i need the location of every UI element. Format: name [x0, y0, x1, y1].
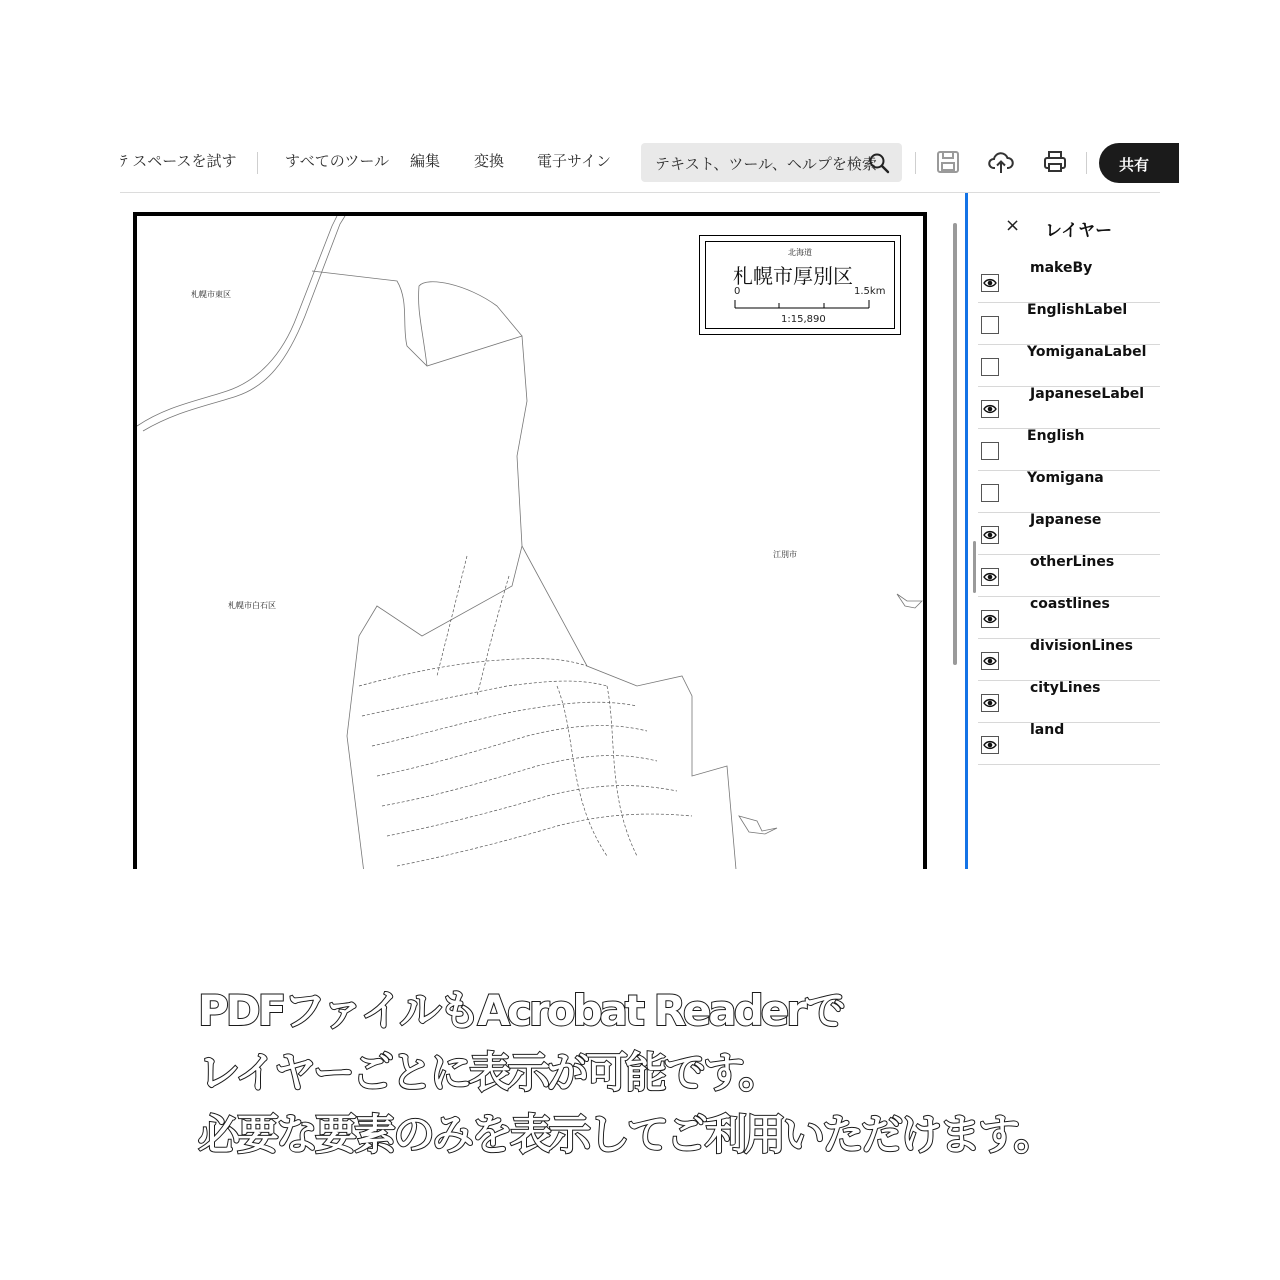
map-title-inner [705, 241, 895, 329]
scrollbar-thumb[interactable] [953, 223, 957, 665]
convert-menu[interactable]: 変換 [474, 152, 505, 170]
search-icon[interactable] [868, 152, 890, 174]
search-placeholder: テキスト、ツール、ヘルプを検索 [655, 155, 877, 173]
layer-row[interactable] [978, 722, 1160, 765]
print-icon[interactable] [1042, 149, 1068, 175]
layer-panel [968, 193, 1160, 869]
eye-icon[interactable] [981, 652, 999, 670]
panel-scrollbar[interactable] [973, 541, 976, 593]
scale-end: 1.5km [854, 286, 886, 297]
save-icon[interactable] [935, 149, 961, 175]
layer-visibility-checkbox[interactable] [981, 442, 999, 460]
map-label-ebetsu: 江別市 [773, 550, 797, 559]
layer-row[interactable] [978, 302, 1160, 345]
layer-name: EnglishLabel [1027, 302, 1128, 318]
caption-line: レイヤーごとに表示が可能です。 [198, 1048, 778, 1097]
layer-row[interactable] [978, 344, 1160, 387]
cloud-upload-icon[interactable] [988, 149, 1014, 175]
caption-line: 必要な要素のみを表示してご利用いただけます。 [198, 1110, 1053, 1159]
close-icon[interactable]: × [1005, 215, 1021, 236]
try-space-link[interactable]: ﾃ スペースを試す [120, 152, 237, 170]
layer-name: makeBy [1030, 260, 1093, 276]
layer-name: cityLines [1030, 680, 1101, 696]
scale-start: 0 [734, 286, 741, 297]
caption [198, 980, 1053, 1166]
esign-menu[interactable]: 電子サイン [537, 152, 611, 170]
layer-visibility-checkbox[interactable] [981, 358, 999, 376]
map-title-prefecture: 北海道 [788, 248, 812, 257]
layer-row[interactable] [978, 428, 1160, 471]
layer-row[interactable] [978, 470, 1160, 513]
layer-name: divisionLines [1030, 638, 1133, 654]
layer-panel-title: レイヤー [1045, 221, 1113, 241]
scale-bar [734, 298, 870, 310]
layer-name: Japanese [1030, 512, 1102, 528]
document-scrollbar[interactable] [945, 193, 965, 869]
scale-ratio: 1:15,890 [781, 314, 826, 325]
map-page [133, 212, 927, 869]
layer-row[interactable] [978, 554, 1160, 597]
layer-name: English [1027, 428, 1085, 444]
caption-line: PDFファイルもAcrobat Readerで [198, 986, 844, 1035]
layer-name: Yomigana [1027, 470, 1104, 486]
share-button[interactable] [1099, 143, 1179, 183]
toolbar-divider [915, 152, 916, 174]
eye-icon[interactable] [981, 526, 999, 544]
toolbar [120, 138, 1160, 193]
layer-row[interactable] [978, 512, 1160, 555]
toolbar-divider [1086, 152, 1087, 174]
layer-row[interactable] [978, 638, 1160, 681]
layer-visibility-checkbox[interactable] [981, 484, 999, 502]
edit-menu[interactable]: 編集 [410, 152, 441, 170]
document-view[interactable] [120, 193, 966, 869]
toolbar-divider [257, 152, 258, 174]
search-input[interactable] [641, 143, 902, 182]
layer-row[interactable] [978, 386, 1160, 429]
layer-row[interactable] [978, 260, 1160, 303]
layer-name: land [1030, 722, 1065, 738]
map-title: 札幌市厚別区 [733, 264, 853, 288]
eye-icon[interactable] [981, 274, 999, 292]
eye-icon[interactable] [981, 694, 999, 712]
layer-row[interactable] [978, 596, 1160, 639]
layer-name: YomiganaLabel [1027, 344, 1147, 360]
layer-name: coastlines [1030, 596, 1110, 612]
eye-icon[interactable] [981, 736, 999, 754]
map-title-box [699, 235, 901, 335]
layer-visibility-checkbox[interactable] [981, 316, 999, 334]
layer-name: JapaneseLabel [1030, 386, 1145, 402]
eye-icon[interactable] [981, 568, 999, 586]
map-label-shiroishi-ku: 札幌市白石区 [228, 601, 276, 610]
eye-icon[interactable] [981, 610, 999, 628]
map-label-higashi-ku: 札幌市東区 [191, 290, 231, 299]
share-button-label: 共有 [1119, 156, 1150, 174]
eye-icon[interactable] [981, 400, 999, 418]
layer-row[interactable] [978, 680, 1160, 723]
layer-name: otherLines [1030, 554, 1115, 570]
all-tools-menu[interactable]: すべてのツール [285, 152, 390, 170]
